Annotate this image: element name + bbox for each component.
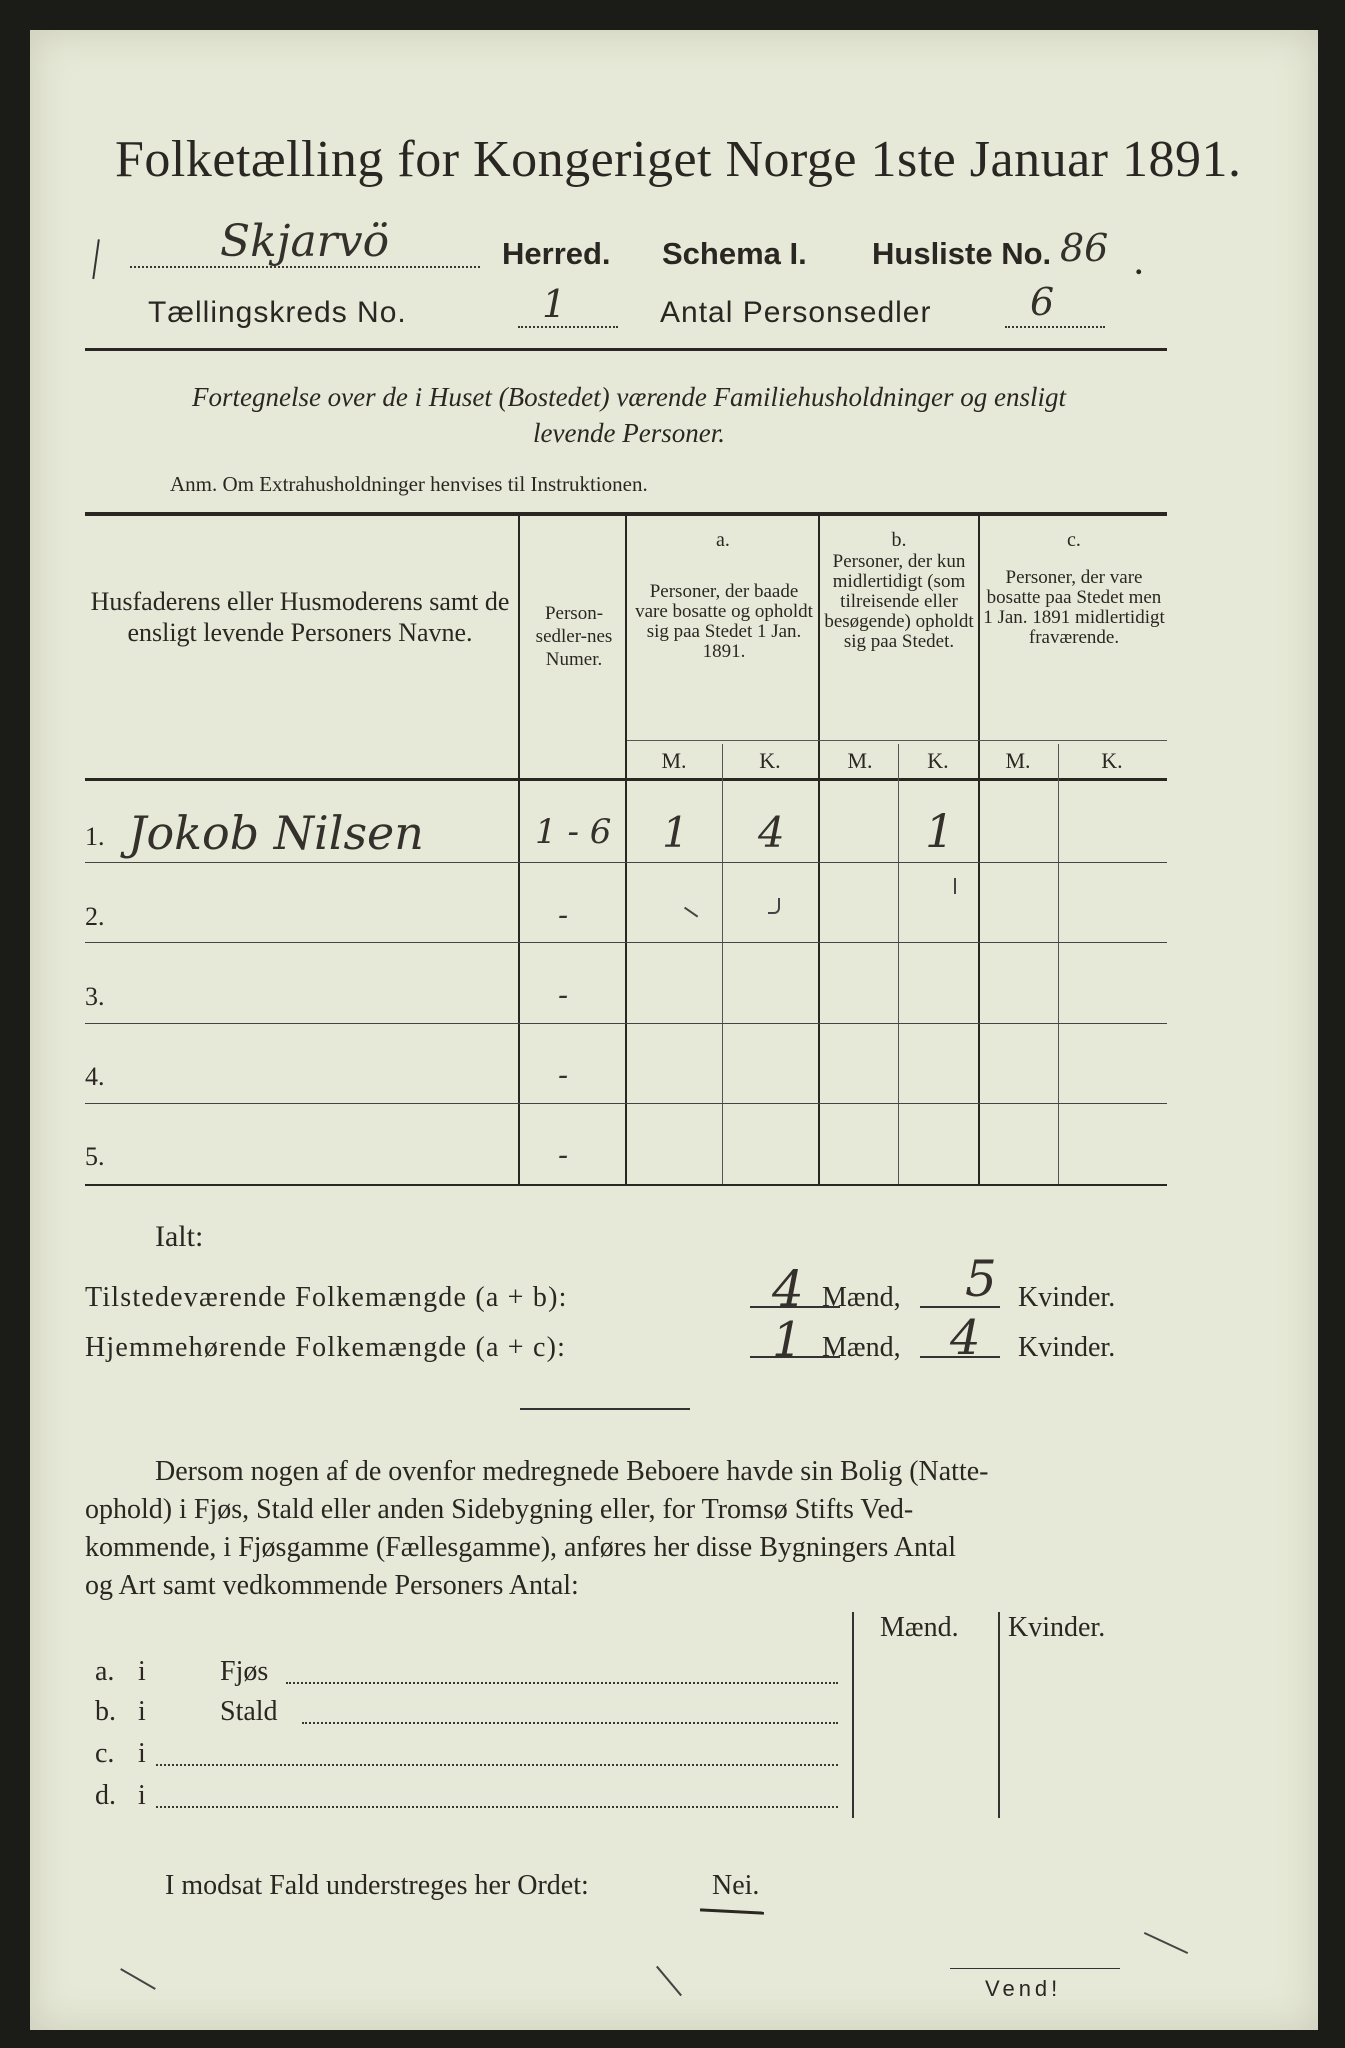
husliste-label: Husliste No. (872, 236, 1052, 271)
kreds-value: 1 (542, 282, 567, 326)
personsedler-label: Antal Personsedler (660, 296, 932, 329)
row-1-num: 1. (85, 822, 105, 851)
row-line-4 (85, 1103, 1167, 1104)
item-d-i: i (138, 1780, 146, 1811)
hjemme-maend-word: Mænd, (822, 1332, 901, 1363)
vline-name (518, 516, 520, 1184)
row-2-nr: - (558, 898, 569, 933)
col-header-name: Husfaderens eller Husmoderens samt de ensligt levende Personers Navne. (90, 587, 510, 647)
mk-header-line (627, 740, 1167, 741)
col-a-letter: a. (716, 529, 730, 551)
herred-label: Herred. (502, 236, 611, 271)
row-2-check-a-k (768, 898, 780, 914)
tilstede-kvinder-word: Kvinder. (1018, 1282, 1116, 1313)
vline-c-mk (1058, 744, 1059, 1184)
pen-mark-1 (120, 1968, 156, 1990)
margin-mark (92, 239, 111, 281)
fjos-kvinder-col: Kvinder. (1008, 1612, 1106, 1643)
col-header-nr: Person-sedler-nes Numer. (535, 603, 613, 670)
footer-para-line2: ophold) i Fjøs, Stald eller anden Sidebygning eller, for Tromsø Stifts Ved- (85, 1494, 914, 1525)
intro-line1: Fortegnelse over de i Huset (Bostedet) værende Familiehusholdninger og ensligt (191, 382, 1067, 412)
item-b-label: Stald (220, 1696, 278, 1727)
kreds-label: Tællingskreds No. (148, 296, 407, 329)
husliste-dot: . (1135, 248, 1143, 281)
personsedler-value: 6 (1030, 280, 1055, 324)
col-c-m: M. (1005, 748, 1031, 773)
footer-para-line3: kommende, i Fjøsgamme (Fællesgamme), anføres her disse Bygningers Antal (85, 1532, 956, 1563)
row-1-a-m: 1 (662, 808, 689, 857)
row-5-num: 5. (85, 1142, 105, 1171)
vline-nr (625, 516, 627, 1184)
fjos-maend-col: Mænd. (880, 1612, 959, 1643)
col-c-letter: c. (1067, 529, 1081, 551)
personsedler-field (1005, 294, 1105, 328)
husliste-value: 86 (1060, 226, 1109, 270)
separator-rule (520, 1408, 690, 1410)
row-line-1 (85, 862, 1167, 863)
col-a-m: M. (661, 748, 687, 773)
row-2-check-a-m (684, 898, 704, 917)
vline-b-mk (898, 744, 899, 1184)
item-c-letter: c. (95, 1738, 115, 1769)
row-3-nr: - (558, 978, 569, 1013)
footer-para-line1: Dersom nogen af de ovenfor medregnede Beboere havde sin Bolig (Natte- (155, 1456, 989, 1487)
tilstede-kvinder: 5 (965, 1250, 997, 1308)
row-1-name: Jokob Nilsen (128, 806, 424, 860)
item-c-i: i (138, 1738, 146, 1769)
fjos-vline-2 (998, 1612, 1000, 1818)
col-header-b: Personer, der kun midlertidigt (som tilreisende eller besøgende) opholdt sig paa Stedet. (824, 551, 974, 652)
table-bottom-rule (85, 1184, 1167, 1186)
ialt-label: Ialt: (155, 1220, 204, 1253)
tilstede-label: Tilstedeværende Folkemængde (a + b): (85, 1282, 568, 1313)
item-a-i: i (138, 1656, 146, 1687)
census-form-sheet (30, 30, 1318, 2030)
row-1-b-k: 1 (925, 804, 955, 858)
col-b-k: K. (927, 748, 949, 773)
vline-b (978, 516, 980, 1184)
modsat-text: I modsat Fald understreges her Ordet: (165, 1870, 589, 1901)
col-header-a: Personer, der baade vare bosatte og opholdt sig paa Stedet 1 Jan. 1891. (635, 581, 813, 662)
item-d-dots (156, 1806, 838, 1808)
nei-word: Nei. (712, 1870, 760, 1901)
hjemme-kvinder-word: Kvinder. (1018, 1332, 1116, 1363)
row-3-num: 3. (85, 982, 105, 1011)
item-a-letter: a. (95, 1656, 115, 1687)
tilstede-maend-word: Mænd, (822, 1282, 901, 1313)
row-1-nr: 1 - 6 (535, 812, 612, 852)
item-a-label: Fjøs (220, 1656, 269, 1687)
hjemme-maend: 1 (772, 1312, 803, 1368)
anm-note: Anm. Om Extrahusholdninger henvises til Instruktionen. (170, 472, 648, 496)
row-4-nr: - (558, 1058, 569, 1093)
form-title: Folketælling for Kongeriget Norge 1ste Januar 1891. (115, 131, 1242, 188)
pen-mark-3 (1144, 1932, 1188, 1954)
col-c-k: K. (1101, 748, 1123, 773)
item-a-dots (286, 1682, 838, 1684)
header-rule (85, 348, 1167, 351)
nei-underline (700, 1908, 764, 1914)
schema-label: Schema I. (662, 236, 807, 271)
tilstede-maend: 4 (772, 1260, 804, 1318)
col-header-c: Personer, der vare bosatte paa Stedet men 1 Jan. 1891 midlertidigt fraværende. (983, 567, 1165, 648)
intro-line2: levende Personer. (533, 418, 725, 448)
footer-para-line4: og Art samt vedkommende Personers Antal: (85, 1570, 579, 1601)
col-b-m: M. (847, 748, 873, 773)
item-b-i: i (138, 1696, 146, 1727)
hjemme-kvinder: 4 (950, 1310, 981, 1366)
kreds-field (518, 294, 618, 328)
row-1-a-k: 4 (758, 808, 785, 857)
row-line-3 (85, 1023, 1167, 1024)
item-c-dots (156, 1764, 838, 1766)
vend-text: Vend! (985, 1976, 1062, 2001)
row-2-check-b-k (950, 878, 956, 894)
item-d-letter: d. (95, 1780, 116, 1811)
row-line-2 (85, 942, 1167, 943)
col-b-letter: b. (891, 529, 907, 551)
fjos-vline-1 (852, 1612, 854, 1818)
vend-rule (950, 1968, 1120, 1969)
pen-mark-2 (656, 1966, 682, 1996)
row-4-num: 4. (85, 1062, 105, 1091)
item-b-dots (302, 1722, 838, 1724)
row-2-num: 2. (85, 902, 105, 931)
col-a-k: K. (759, 748, 781, 773)
vline-a (818, 516, 820, 1184)
row-5-nr: - (558, 1138, 569, 1173)
item-b-letter: b. (95, 1696, 116, 1727)
herred-value: Skjarvö (220, 216, 390, 267)
vline-a-mk (722, 744, 723, 1184)
hjemme-label: Hjemmehørende Folkemængde (a + c): (85, 1332, 567, 1363)
